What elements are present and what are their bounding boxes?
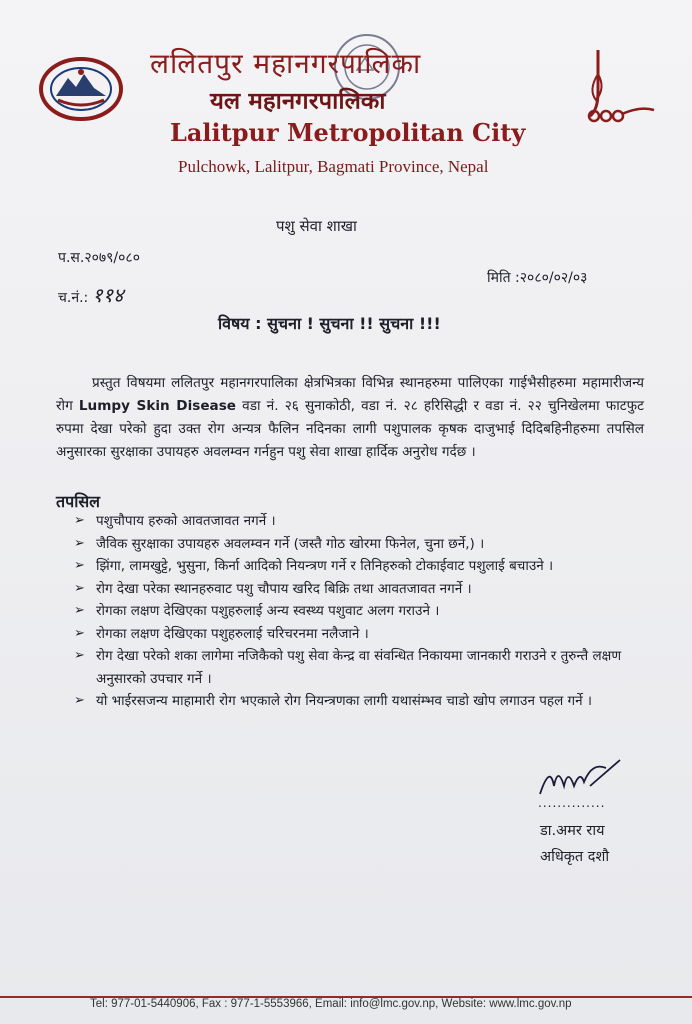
signatory-name: डा.अमर राय bbox=[540, 823, 605, 839]
signature-dotted-line: .............. bbox=[538, 796, 606, 810]
lalitpur-emblem-logo bbox=[36, 54, 126, 124]
disease-name: Lumpy Skin Disease bbox=[78, 398, 237, 414]
tapasil-list bbox=[74, 510, 649, 713]
list-item: ➢ रोग देखा परेको शका लागेमा नजिकैको पशु सेवा केन्द्र वा संवन्धित निकायमा जानकारी गराउने र तुरुन्तै लक्षण अनुसारको उपचार गर्ने । bbox=[74, 645, 649, 690]
chalani-label: च.नं.: bbox=[58, 290, 89, 306]
signatory-title: अधिकृत दशौ bbox=[540, 849, 610, 865]
notice-body bbox=[56, 372, 644, 464]
org-name-newari: यल महानगरपालिका bbox=[210, 86, 386, 115]
list-item: ➢ रोगका लक्षण देखिएका पशुहरुलाई अन्य स्वस्थ्य पशुवाट अलग गराउने । bbox=[74, 600, 649, 623]
org-address: Pulchowk, Lalitpur, Bagmati Province, Nepal bbox=[178, 157, 489, 176]
signatory-block bbox=[540, 818, 609, 870]
branch-name: पशु सेवा शाखा bbox=[276, 217, 357, 235]
chalani-number: ११४ bbox=[92, 283, 124, 307]
list-item: ➢ यो भाईरसजन्य माहामारी रोग भएकाले रोग नियन्त्रणका लागी यथासंम्भव चाडो खोप लगाउन पहल गर्ने । bbox=[74, 690, 649, 713]
org-name-nepali: ललितपुर महानगरपालिका bbox=[150, 47, 422, 80]
subject-line: विषय : सुचना ! सुचना !! सुचना !!! bbox=[218, 314, 441, 333]
body-part-2: वडा नं. २६ सुनाकोठी, वडा नं. २८ हरिसिद्धी र वडा नं. २२ चुनिखेलमा फाटफुट रुपमा देखा परेको हुदा उक्त रोग अन्यत्र फैलिन नदिनका लागी पशुपालक कृषक दाजुभाई दिदिबहिनीहरुमा तपसिल अनुसारका सुरक्षाका उपायहरु अवलम्वन गर्नहुन पशु सेवा शाखा हार्दिक अनुरोध गर्दछ । bbox=[56, 398, 644, 460]
list-item: ➢ जैविक सुरक्षाका उपायहरु अवलम्वन गर्ने (जस्तै गोठ खोरमा फिनेल, चुना छर्ने,) । bbox=[74, 533, 649, 556]
list-item: ➢ रोग देखा परेका स्थानहरुवाट पशु चौपाय खरिद बिक्रि तथा आवतजावत नगर्ने । bbox=[74, 578, 649, 601]
org-name-english: Lalitpur Metropolitan City bbox=[170, 118, 526, 147]
list-item: ➢ पशुचौपाय हरुको आवतजावत नगर्ने । bbox=[74, 510, 649, 533]
body-part-1: प्रस्तुत विषयमा ललितपुर महानगरपालिका क्षेत्रभित्रका विभिन्न स्थानहरुमा पालिएका गाईभैसीहरुमा महामारीजन्य रोग bbox=[56, 375, 644, 414]
footer-contact: Tel: 977-01-5440906, Fax : 977-1-5553966, Email: info@lmc.gov.np, Website: www.lmc.gov.np bbox=[90, 998, 572, 1010]
list-item: ➢ झिंगा, लामखुट्टे, भुसुना, किर्ना आदिको नियन्त्रण गर्ने र तिनिहरुको टोकाईवाट पशुलाई बचाउने । bbox=[74, 555, 649, 578]
tapasil-heading: तपसिल bbox=[56, 492, 101, 511]
patra-sankhya: प.स.२०७९/०८० bbox=[58, 250, 140, 266]
medical-scissors-logo bbox=[584, 44, 656, 128]
chalani-number-line bbox=[58, 281, 123, 308]
list-item: ➢ रोगका लक्षण देखिएका पशुहरुलाई चरिचरनमा नलैजाने । bbox=[74, 623, 649, 646]
letter-date: मिति :२०८०/०२/०३ bbox=[487, 270, 588, 286]
